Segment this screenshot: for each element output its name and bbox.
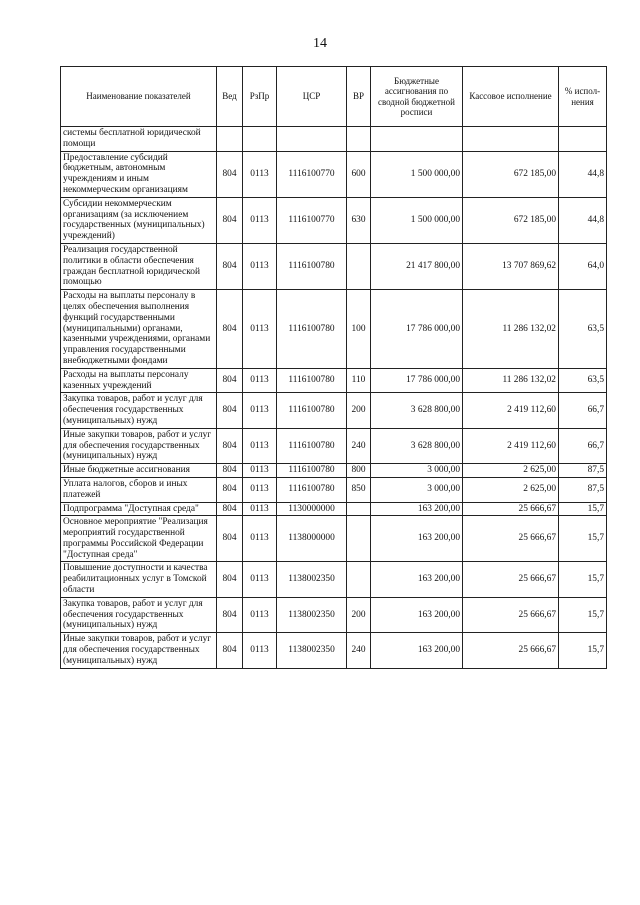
cell-rzpr: 0113	[243, 502, 277, 516]
cell-vr	[347, 127, 371, 152]
cell-vr: 200	[347, 393, 371, 428]
cell-name: Расходы на выплаты персоналу в целях обеспечения выполнения функций государственными (муниципальными) органами, казенными учреждениями, органами управления государственными внебюджетными фондами	[61, 290, 217, 369]
table-row	[61, 290, 607, 369]
cell-budget: 3 000,00	[371, 477, 463, 502]
cell-budget: 1 500 000,00	[371, 151, 463, 197]
cell-rzpr: 0113	[243, 633, 277, 668]
cell-csr: 1138002350	[277, 633, 347, 668]
cell-percent: 63,5	[559, 290, 607, 369]
cell-percent	[559, 127, 607, 152]
cell-percent: 66,7	[559, 428, 607, 463]
cell-name: Подпрограмма "Доступная среда"	[61, 502, 217, 516]
cell-vr: 630	[347, 197, 371, 243]
cell-cash: 11 286 132,02	[463, 290, 559, 369]
cell-ved: 804	[217, 290, 243, 369]
table-row	[61, 368, 607, 393]
cell-name: Уплата налогов, сборов и иных платежей	[61, 477, 217, 502]
cell-csr: 1138002350	[277, 562, 347, 597]
cell-budget: 17 786 000,00	[371, 290, 463, 369]
table-row	[61, 393, 607, 428]
table-row	[61, 516, 607, 562]
cell-vr: 110	[347, 368, 371, 393]
cell-percent: 87,5	[559, 477, 607, 502]
table-row	[61, 428, 607, 463]
cell-vr	[347, 243, 371, 289]
cell-vr: 240	[347, 428, 371, 463]
cell-rzpr: 0113	[243, 428, 277, 463]
cell-rzpr: 0113	[243, 151, 277, 197]
cell-cash: 13 707 869,62	[463, 243, 559, 289]
cell-cash: 2 419 112,60	[463, 428, 559, 463]
page-number: 14	[313, 36, 327, 51]
table-row	[61, 127, 607, 152]
cell-vr	[347, 516, 371, 562]
cell-name: Закупка товаров, работ и услуг для обеспечения государственных (муниципальных) нужд	[61, 597, 217, 632]
cell-csr: 1116100780	[277, 393, 347, 428]
cell-ved: 804	[217, 516, 243, 562]
cell-budget: 163 200,00	[371, 516, 463, 562]
cell-ved: 804	[217, 597, 243, 632]
cell-percent: 44,8	[559, 151, 607, 197]
header-vr: ВР	[347, 67, 371, 127]
cell-name: Иные закупки товаров, работ и услуг для обеспечения государственных (муниципальных) нужд	[61, 428, 217, 463]
cell-percent: 15,7	[559, 597, 607, 632]
cell-budget: 3 000,00	[371, 464, 463, 478]
header-name: Наименование показателей	[61, 67, 217, 127]
cell-budget: 163 200,00	[371, 597, 463, 632]
table-row	[61, 151, 607, 197]
cell-cash: 2 625,00	[463, 464, 559, 478]
cell-ved: 804	[217, 393, 243, 428]
cell-ved	[217, 127, 243, 152]
table-row	[61, 477, 607, 502]
cell-ved: 804	[217, 562, 243, 597]
table-row	[61, 243, 607, 289]
cell-csr: 1116100780	[277, 368, 347, 393]
cell-percent: 15,7	[559, 516, 607, 562]
cell-name: Субсидии некоммерческим организациям (за исключением государственных (муниципальных) учреждений)	[61, 197, 217, 243]
cell-name: Реализация государственной политики в области обеспечения граждан бесплатной юридической помощью	[61, 243, 217, 289]
cell-rzpr: 0113	[243, 464, 277, 478]
cell-name: Основное мероприятие "Реализация мероприятий государственной программы Российской Федерации "Доступная среда"	[61, 516, 217, 562]
cell-cash: 25 666,67	[463, 502, 559, 516]
cell-csr: 1138000000	[277, 516, 347, 562]
header-budget: Бюджетные ассигнования по сводной бюджетной росписи	[371, 67, 463, 127]
cell-rzpr: 0113	[243, 290, 277, 369]
cell-rzpr: 0113	[243, 368, 277, 393]
cell-cash	[463, 127, 559, 152]
cell-budget: 163 200,00	[371, 562, 463, 597]
cell-rzpr: 0113	[243, 197, 277, 243]
cell-ved: 804	[217, 151, 243, 197]
cell-cash: 25 666,67	[463, 562, 559, 597]
cell-budget: 163 200,00	[371, 633, 463, 668]
cell-csr: 1116100770	[277, 151, 347, 197]
cell-ved: 804	[217, 197, 243, 243]
cell-ved: 804	[217, 502, 243, 516]
cell-budget: 3 628 800,00	[371, 428, 463, 463]
header-percent: % испол-нения	[559, 67, 607, 127]
cell-percent: 15,7	[559, 633, 607, 668]
cell-cash: 11 286 132,02	[463, 368, 559, 393]
cell-csr: 1130000000	[277, 502, 347, 516]
cell-budget: 163 200,00	[371, 502, 463, 516]
cell-name: Иные закупки товаров, работ и услуг для обеспечения государственных (муниципальных) нужд	[61, 633, 217, 668]
cell-name: Повышение доступности и качества реабилитационных услуг в Томской области	[61, 562, 217, 597]
cell-vr: 100	[347, 290, 371, 369]
table-row	[61, 633, 607, 668]
table-row	[61, 502, 607, 516]
header-csr: ЦСР	[277, 67, 347, 127]
cell-name: Закупка товаров, работ и услуг для обеспечения государственных (муниципальных) нужд	[61, 393, 217, 428]
budget-execution-table	[60, 66, 607, 669]
table-header-row	[61, 67, 607, 127]
cell-vr: 800	[347, 464, 371, 478]
cell-vr	[347, 562, 371, 597]
cell-budget: 1 500 000,00	[371, 197, 463, 243]
cell-vr: 240	[347, 633, 371, 668]
cell-csr: 1116100780	[277, 290, 347, 369]
cell-percent: 64,0	[559, 243, 607, 289]
cell-vr	[347, 502, 371, 516]
table-row	[61, 562, 607, 597]
header-cash: Кассовое исполнение	[463, 67, 559, 127]
cell-rzpr: 0113	[243, 393, 277, 428]
cell-ved: 804	[217, 428, 243, 463]
cell-percent: 66,7	[559, 393, 607, 428]
cell-budget	[371, 127, 463, 152]
cell-csr: 1116100770	[277, 197, 347, 243]
table-body	[61, 127, 607, 669]
cell-rzpr: 0113	[243, 562, 277, 597]
cell-cash: 672 185,00	[463, 197, 559, 243]
cell-name: Расходы на выплаты персоналу казенных учреждений	[61, 368, 217, 393]
cell-csr: 1116100780	[277, 243, 347, 289]
cell-cash: 25 666,67	[463, 597, 559, 632]
cell-rzpr: 0113	[243, 516, 277, 562]
cell-percent: 15,7	[559, 562, 607, 597]
cell-ved: 804	[217, 633, 243, 668]
cell-csr	[277, 127, 347, 152]
table-row	[61, 597, 607, 632]
header-rzpr: РзПр	[243, 67, 277, 127]
cell-cash: 2 625,00	[463, 477, 559, 502]
cell-percent: 63,5	[559, 368, 607, 393]
cell-ved: 804	[217, 368, 243, 393]
header-ved: Вед	[217, 67, 243, 127]
cell-ved: 804	[217, 477, 243, 502]
cell-name: системы бесплатной юридической помощи	[61, 127, 217, 152]
cell-csr: 1138002350	[277, 597, 347, 632]
cell-rzpr: 0113	[243, 597, 277, 632]
cell-name: Иные бюджетные ассигнования	[61, 464, 217, 478]
cell-vr: 600	[347, 151, 371, 197]
table-row	[61, 464, 607, 478]
cell-percent: 44,8	[559, 197, 607, 243]
cell-csr: 1116100780	[277, 477, 347, 502]
cell-rzpr: 0113	[243, 477, 277, 502]
cell-cash: 672 185,00	[463, 151, 559, 197]
cell-percent: 15,7	[559, 502, 607, 516]
cell-budget: 17 786 000,00	[371, 368, 463, 393]
cell-rzpr: 0113	[243, 243, 277, 289]
cell-ved: 804	[217, 243, 243, 289]
cell-budget: 21 417 800,00	[371, 243, 463, 289]
cell-cash: 25 666,67	[463, 633, 559, 668]
cell-vr: 850	[347, 477, 371, 502]
cell-budget: 3 628 800,00	[371, 393, 463, 428]
cell-percent: 87,5	[559, 464, 607, 478]
cell-name: Предоставление субсидий бюджетным, автономным учреждениям и иным некоммерческим организациям	[61, 151, 217, 197]
cell-cash: 2 419 112,60	[463, 393, 559, 428]
cell-vr: 200	[347, 597, 371, 632]
cell-csr: 1116100780	[277, 428, 347, 463]
cell-cash: 25 666,67	[463, 516, 559, 562]
table-row	[61, 197, 607, 243]
cell-ved: 804	[217, 464, 243, 478]
cell-csr: 1116100780	[277, 464, 347, 478]
cell-rzpr	[243, 127, 277, 152]
